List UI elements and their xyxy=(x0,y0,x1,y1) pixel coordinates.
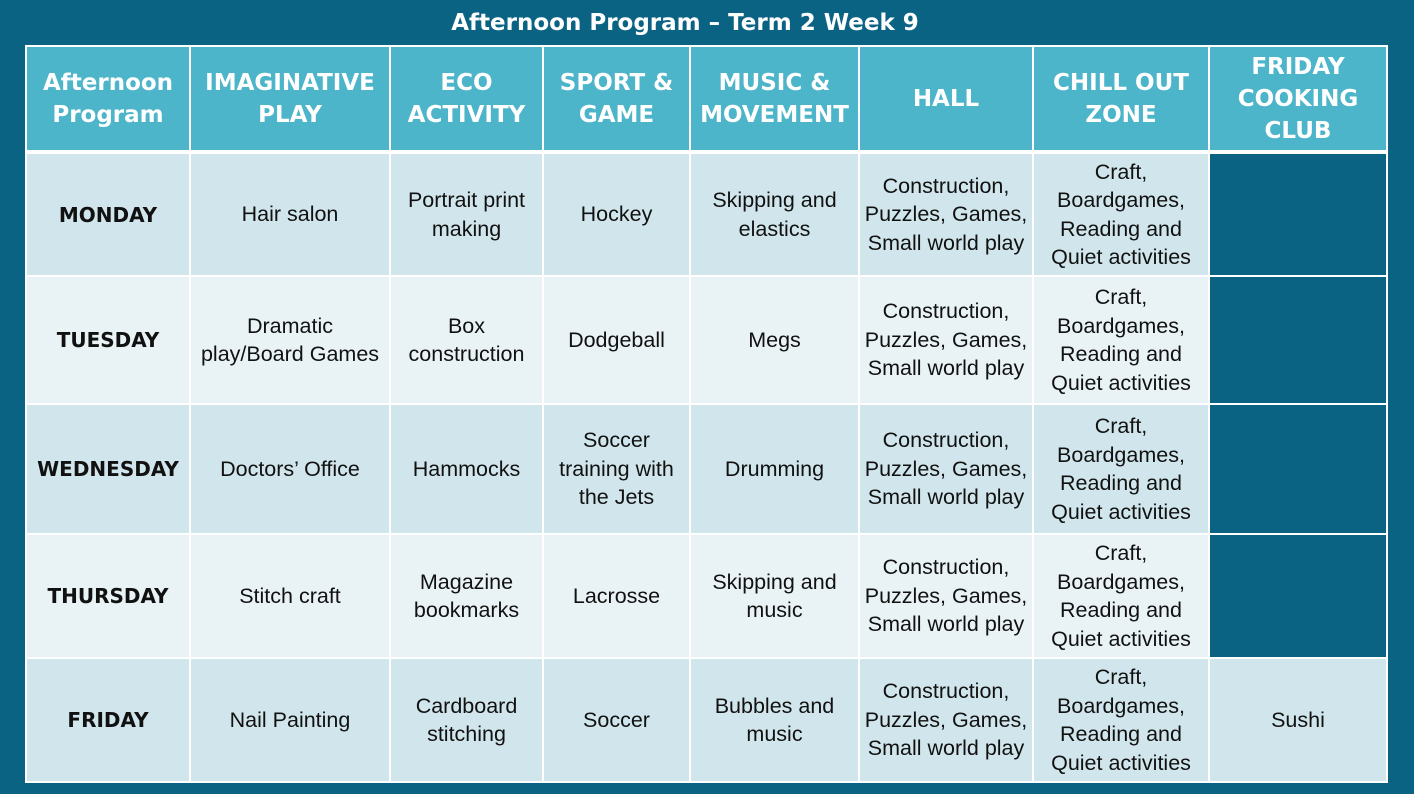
day-label-friday: FRIDAY xyxy=(26,658,190,782)
empty-cell xyxy=(1209,276,1387,404)
header-friday-cooking-club: FRIDAY COOKING CLUB xyxy=(1209,46,1387,152)
header-eco-activity: ECO ACTIVITY xyxy=(390,46,543,152)
program-table xyxy=(25,45,1388,783)
table-cell: Nail Painting xyxy=(190,658,390,782)
table-cell: Craft, Boardgames, Reading and Quiet activities xyxy=(1033,658,1209,782)
table-cell: Construction, Puzzles, Games, Small world play xyxy=(859,534,1033,658)
header-afternoon-program: Afternoon Program xyxy=(26,46,190,152)
table-cell: Soccer training with the Jets xyxy=(543,404,690,534)
table-cell: Craft, Boardgames, Reading and Quiet activities xyxy=(1033,152,1209,276)
table-cell: Hockey xyxy=(543,152,690,276)
day-label-monday: MONDAY xyxy=(26,152,190,276)
empty-cell xyxy=(1209,534,1387,658)
table-cell: Drumming xyxy=(690,404,859,534)
table-cell: Cardboard stitching xyxy=(390,658,543,782)
header-chill-out-zone: CHILL OUT ZONE xyxy=(1033,46,1209,152)
table-cell: Box construction xyxy=(390,276,543,404)
table-cell: Craft, Boardgames, Reading and Quiet activities xyxy=(1033,276,1209,404)
table-cell: Magazine bookmarks xyxy=(390,534,543,658)
day-label-thursday: THURSDAY xyxy=(26,534,190,658)
day-label-wednesday: WEDNESDAY xyxy=(26,404,190,534)
table-cell: Construction, Puzzles, Games, Small world play xyxy=(859,404,1033,534)
table-cell: Bubbles and music xyxy=(690,658,859,782)
page-title: Afternoon Program – Term 2 Week 9 xyxy=(451,10,919,36)
header-sport-game: SPORT & GAME xyxy=(543,46,690,152)
table-row xyxy=(26,152,1387,276)
table-row xyxy=(26,276,1387,404)
table-cell: Craft, Boardgames, Reading and Quiet activities xyxy=(1033,404,1209,534)
table-cell: Megs xyxy=(690,276,859,404)
empty-cell xyxy=(1209,404,1387,534)
table-cell: Soccer xyxy=(543,658,690,782)
table-cell: Lacrosse xyxy=(543,534,690,658)
table-cell: Dodgeball xyxy=(543,276,690,404)
table-cell: Doctors’ Office xyxy=(190,404,390,534)
table-cell: Sushi xyxy=(1209,658,1387,782)
table-cell: Construction, Puzzles, Games, Small world play xyxy=(859,152,1033,276)
header-hall: HALL xyxy=(859,46,1033,152)
table-row xyxy=(26,534,1387,658)
table-cell: Skipping and elastics xyxy=(690,152,859,276)
table-cell: Construction, Puzzles, Games, Small world play xyxy=(859,658,1033,782)
table-cell: Construction, Puzzles, Games, Small world play xyxy=(859,276,1033,404)
header-music-movement: MUSIC & MOVEMENT xyxy=(690,46,859,152)
table-cell: Stitch craft xyxy=(190,534,390,658)
table-row xyxy=(26,404,1387,534)
table-cell: Skipping and music xyxy=(690,534,859,658)
table-cell: Hair salon xyxy=(190,152,390,276)
header-row xyxy=(26,46,1387,152)
table-cell: Portrait print making xyxy=(390,152,543,276)
day-label-tuesday: TUESDAY xyxy=(26,276,190,404)
table-cell: Craft, Boardgames, Reading and Quiet activities xyxy=(1033,534,1209,658)
table-row xyxy=(26,658,1387,782)
table-cell: Dramatic play/Board Games xyxy=(190,276,390,404)
header-imaginative-play: IMAGINATIVE PLAY xyxy=(190,46,390,152)
table-cell: Hammocks xyxy=(390,404,543,534)
empty-cell xyxy=(1209,152,1387,276)
